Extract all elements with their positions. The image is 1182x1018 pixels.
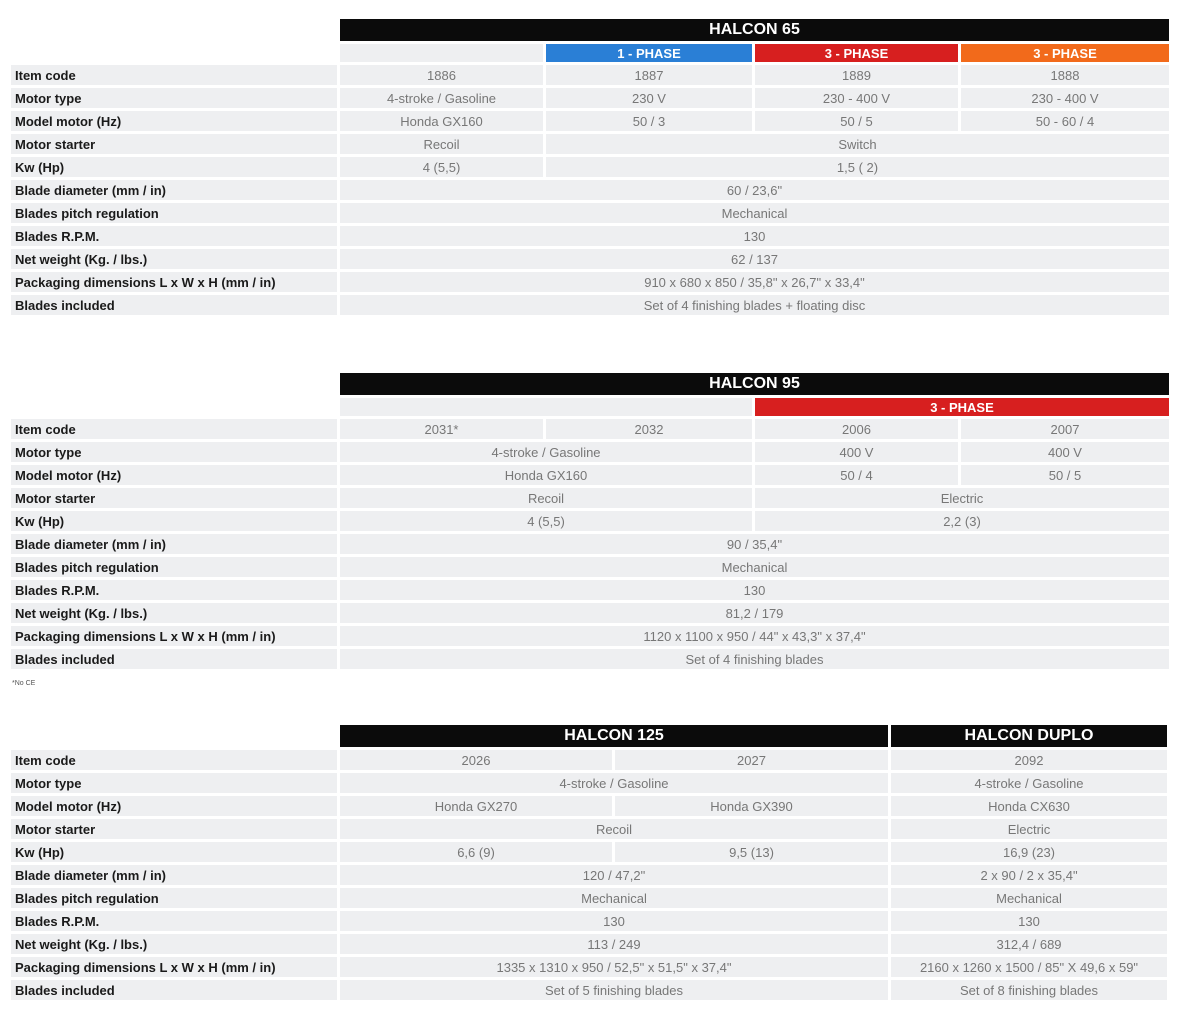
item-code: 1886 — [340, 65, 543, 85]
model-motor: 50 / 3 — [546, 111, 752, 131]
motor-starter: Electric — [891, 819, 1167, 839]
row-label: Motor type — [11, 773, 337, 793]
motor-starter: Recoil — [340, 819, 888, 839]
kw-value: 4 (5,5) — [340, 511, 752, 531]
model-motor: 50 / 4 — [755, 465, 958, 485]
blades-rpm: 130 — [340, 226, 1169, 246]
motor-type: 4-stroke / Gasoline — [891, 773, 1167, 793]
table-row — [11, 603, 1169, 623]
table-row — [11, 773, 1167, 793]
halconduplo-title: HALCON DUPLO — [891, 725, 1167, 747]
table-row — [11, 911, 1167, 931]
kw-value: 4 (5,5) — [340, 157, 543, 177]
halcon95-title: HALCON 95 — [340, 373, 1169, 395]
table-row — [11, 888, 1167, 908]
table-row — [11, 865, 1167, 885]
phase-badge: 3 - PHASE — [755, 398, 1169, 416]
table-row — [11, 934, 1167, 954]
kw-value: 9,5 (13) — [615, 842, 888, 862]
motor-starter: Recoil — [340, 134, 543, 154]
row-label: Item code — [11, 750, 337, 770]
row-label: Item code — [11, 65, 337, 85]
blades-included: Set of 4 finishing blades + floating disc — [340, 295, 1169, 315]
table-row — [11, 134, 1169, 154]
table-row — [11, 203, 1169, 223]
row-label: Blade diameter (mm / in) — [11, 534, 337, 554]
row-label: Blades included — [11, 980, 337, 1000]
net-weight: 81,2 / 179 — [340, 603, 1169, 623]
row-label: Motor type — [11, 88, 337, 108]
table-row — [11, 534, 1169, 554]
row-label: Motor starter — [11, 134, 337, 154]
row-label: Kw (Hp) — [11, 511, 337, 531]
kw-value: 2,2 (3) — [755, 511, 1169, 531]
table-row — [11, 980, 1167, 1000]
row-label: Model motor (Hz) — [11, 465, 337, 485]
model-motor: Honda GX160 — [340, 111, 543, 131]
row-label: Net weight (Kg. / lbs.) — [11, 934, 337, 954]
row-label: Blades pitch regulation — [11, 203, 337, 223]
table-row — [11, 442, 1169, 462]
blades-included: Set of 5 finishing blades — [340, 980, 888, 1000]
model-motor: Honda GX390 — [615, 796, 888, 816]
blade-diameter: 2 x 90 / 2 x 35,4" — [891, 865, 1167, 885]
table-row — [11, 819, 1167, 839]
model-motor: 50 - 60 / 4 — [961, 111, 1169, 131]
model-motor: 50 / 5 — [755, 111, 958, 131]
blades-included: Set of 4 finishing blades — [340, 649, 1169, 669]
table-row — [11, 465, 1169, 485]
table-row — [11, 88, 1169, 108]
table-row — [11, 272, 1169, 292]
row-label: Packaging dimensions L x W x H (mm / in) — [11, 957, 337, 977]
table-row — [11, 419, 1169, 439]
item-code: 1887 — [546, 65, 752, 85]
motor-type: 4-stroke / Gasoline — [340, 773, 888, 793]
row-label: Motor starter — [11, 819, 337, 839]
row-label: Model motor (Hz) — [11, 796, 337, 816]
footnote: *No CE — [12, 680, 36, 687]
row-label: Kw (Hp) — [11, 842, 337, 862]
halcon65-table — [8, 16, 1172, 318]
motor-type: 4-stroke / Gasoline — [340, 88, 543, 108]
motor-type: 400 V — [961, 442, 1169, 462]
kw-value: 6,6 (9) — [340, 842, 612, 862]
motor-type: 400 V — [755, 442, 958, 462]
table-row — [11, 649, 1169, 669]
row-label: Motor type — [11, 442, 337, 462]
table-row — [11, 957, 1167, 977]
row-label: Net weight (Kg. / lbs.) — [11, 249, 337, 269]
kw-value: 16,9 (23) — [891, 842, 1167, 862]
item-code: 2006 — [755, 419, 958, 439]
packaging-dimensions: 1335 x 1310 x 950 / 52,5" x 51,5" x 37,4" — [340, 957, 888, 977]
blades-included: Set of 8 finishing blades — [891, 980, 1167, 1000]
row-label: Blades R.P.M. — [11, 226, 337, 246]
row-label: Blades included — [11, 649, 337, 669]
packaging-dimensions: 1120 x 1100 x 950 / 44" x 43,3" x 37,4" — [340, 626, 1169, 646]
table-row — [11, 580, 1169, 600]
row-label: Packaging dimensions L x W x H (mm / in) — [11, 272, 337, 292]
row-label: Kw (Hp) — [11, 157, 337, 177]
motor-type: 230 V — [546, 88, 752, 108]
blade-diameter: 90 / 35,4" — [340, 534, 1169, 554]
table-row — [11, 511, 1169, 531]
motor-starter: Switch — [546, 134, 1169, 154]
table-row — [11, 557, 1169, 577]
motor-type: 230 - 400 V — [755, 88, 958, 108]
item-code: 2032 — [546, 419, 752, 439]
row-label: Packaging dimensions L x W x H (mm / in) — [11, 626, 337, 646]
halcon65-title: HALCON 65 — [340, 19, 1169, 41]
row-label: Blade diameter (mm / in) — [11, 180, 337, 200]
net-weight: 312,4 / 689 — [891, 934, 1167, 954]
table-row — [11, 111, 1169, 131]
blades-rpm: 130 — [340, 580, 1169, 600]
packaging-dimensions: 2160 x 1260 x 1500 / 85" X 49,6 x 59" — [891, 957, 1167, 977]
kw-value: 1,5 ( 2) — [546, 157, 1169, 177]
model-motor: Honda GX160 — [340, 465, 752, 485]
table-row — [11, 750, 1167, 770]
row-label: Blades pitch regulation — [11, 557, 337, 577]
row-label: Net weight (Kg. / lbs.) — [11, 603, 337, 623]
row-label: Item code — [11, 419, 337, 439]
table-row — [11, 796, 1167, 816]
row-label: Blades R.P.M. — [11, 911, 337, 931]
pitch-regulation: Mechanical — [340, 203, 1169, 223]
net-weight: 113 / 249 — [340, 934, 888, 954]
packaging-dimensions: 910 x 680 x 850 / 35,8" x 26,7" x 33,4" — [340, 272, 1169, 292]
phase-badge: 1 - PHASE — [546, 44, 752, 62]
model-motor: Honda CX630 — [891, 796, 1167, 816]
halcon125-title: HALCON 125 — [340, 725, 888, 747]
table-row — [11, 249, 1169, 269]
pitch-regulation: Mechanical — [891, 888, 1167, 908]
blades-rpm: 130 — [891, 911, 1167, 931]
pitch-regulation: Mechanical — [340, 888, 888, 908]
row-label: Blades pitch regulation — [11, 888, 337, 908]
table-row — [11, 180, 1169, 200]
motor-starter: Recoil — [340, 488, 752, 508]
blade-diameter: 120 / 47,2" — [340, 865, 888, 885]
item-code: 2092 — [891, 750, 1167, 770]
item-code: 2031* — [340, 419, 543, 439]
halcon95-table — [8, 370, 1172, 672]
blade-diameter: 60 / 23,6" — [340, 180, 1169, 200]
table-row — [11, 842, 1167, 862]
item-code: 2026 — [340, 750, 612, 770]
row-label: Blades R.P.M. — [11, 580, 337, 600]
table-row — [11, 295, 1169, 315]
table-row — [11, 65, 1169, 85]
blades-rpm: 130 — [340, 911, 888, 931]
item-code: 2007 — [961, 419, 1169, 439]
phase-badge: 3 - PHASE — [755, 44, 958, 62]
item-code: 1888 — [961, 65, 1169, 85]
phase-badge: 3 - PHASE — [961, 44, 1169, 62]
motor-type: 4-stroke / Gasoline — [340, 442, 752, 462]
model-motor: 50 / 5 — [961, 465, 1169, 485]
table-row — [11, 626, 1169, 646]
table-row — [11, 157, 1169, 177]
pitch-regulation: Mechanical — [340, 557, 1169, 577]
row-label: Blades included — [11, 295, 337, 315]
motor-starter: Electric — [755, 488, 1169, 508]
row-label: Motor starter — [11, 488, 337, 508]
model-motor: Honda GX270 — [340, 796, 612, 816]
row-label: Model motor (Hz) — [11, 111, 337, 131]
halcon125-duplo-table — [8, 722, 1170, 1003]
net-weight: 62 / 137 — [340, 249, 1169, 269]
item-code: 2027 — [615, 750, 888, 770]
table-row — [11, 226, 1169, 246]
row-label: Blade diameter (mm / in) — [11, 865, 337, 885]
motor-type: 230 - 400 V — [961, 88, 1169, 108]
item-code: 1889 — [755, 65, 958, 85]
table-row — [11, 488, 1169, 508]
